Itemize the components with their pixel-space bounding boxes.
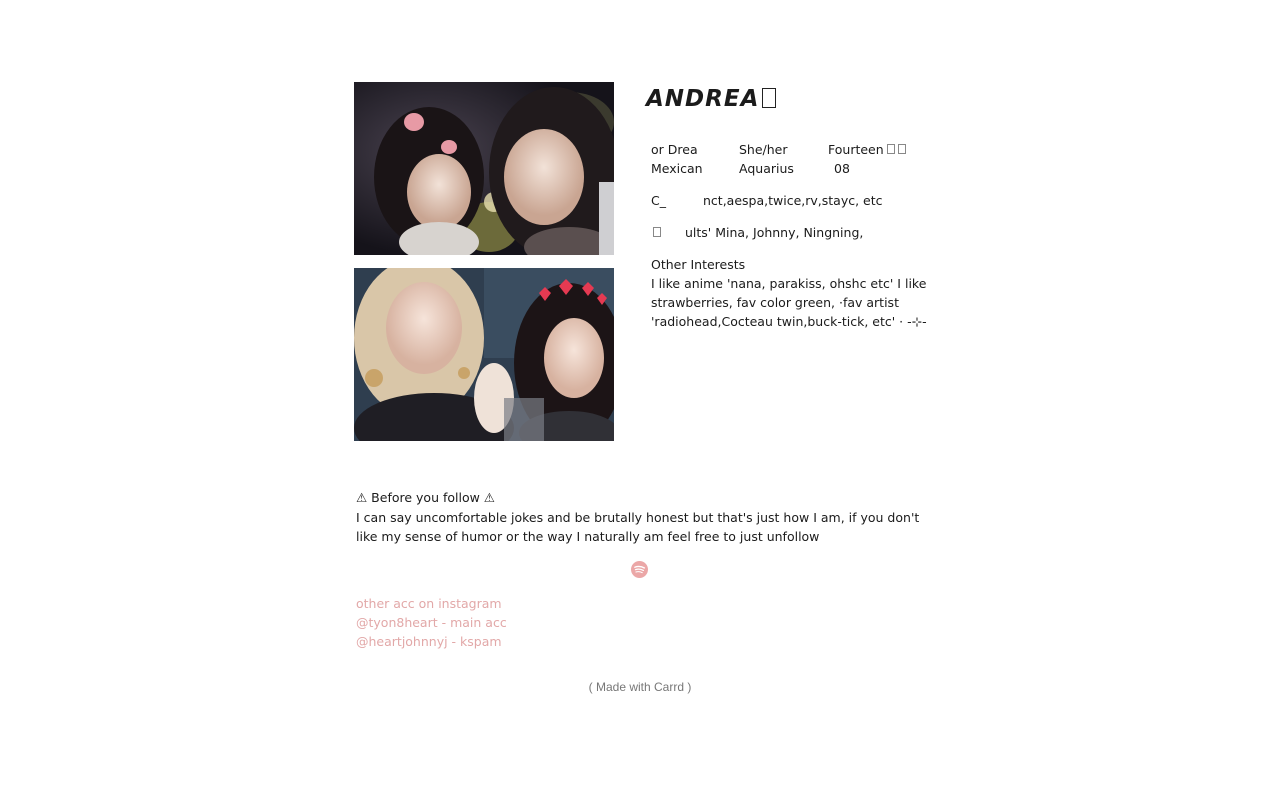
zodiac-sign: Aquarius	[739, 161, 794, 176]
interests-heading: Other Interests	[651, 257, 746, 272]
made-with-carrd-link[interactable]: ( Made with Carrd )	[588, 680, 692, 694]
interests-line-2: strawberries, fav color green, ·fav artist	[651, 295, 899, 310]
spotify-icon[interactable]	[631, 561, 648, 578]
kspam-account-link[interactable]: @heartjohnnyj - kspam	[356, 634, 502, 649]
warning-heading: ⚠ Before you follow ⚠	[356, 490, 496, 505]
missing-glyph-icon	[898, 144, 906, 154]
birth-year: 08	[834, 161, 850, 176]
main-account-link[interactable]: @tyon8heart - main acc	[356, 615, 507, 630]
missing-glyph-icon	[762, 88, 776, 108]
warning-line-1: I can say uncomfortable jokes and be brutally honest but that's just how I am, if you don't	[356, 510, 920, 525]
other-accounts-heading: other acc on instagram	[356, 596, 502, 611]
profile-photo-2	[354, 268, 614, 441]
interests-line-3: 'radiohead,Cocteau twin,buck-tick, etc' · -⊹-	[651, 314, 927, 329]
nationality: Mexican	[651, 161, 703, 176]
pronouns: She/her	[739, 142, 788, 157]
nickname: or Drea	[651, 142, 698, 157]
interests-line-1: I like anime 'nana, parakiss, ohshc etc' I like	[651, 276, 927, 291]
ults-text: ults' Mina, Johnny, Ningning,	[685, 225, 864, 240]
profile-title-text: ANDREA	[646, 86, 760, 112]
age	[828, 140, 906, 159]
warning-line-2: like my sense of humor or the way I naturally am feel free to just unfollow	[356, 529, 820, 544]
missing-glyph-icon	[887, 144, 895, 154]
missing-glyph-icon	[653, 227, 661, 237]
profile-title	[646, 86, 776, 112]
ults-row	[651, 223, 863, 242]
groups-icon: C_	[651, 193, 666, 208]
groups-list: nct,aespa,twice,rv,stayc, etc	[703, 193, 883, 208]
profile-photo-1	[354, 82, 614, 255]
age-text: Fourteen	[828, 142, 884, 157]
